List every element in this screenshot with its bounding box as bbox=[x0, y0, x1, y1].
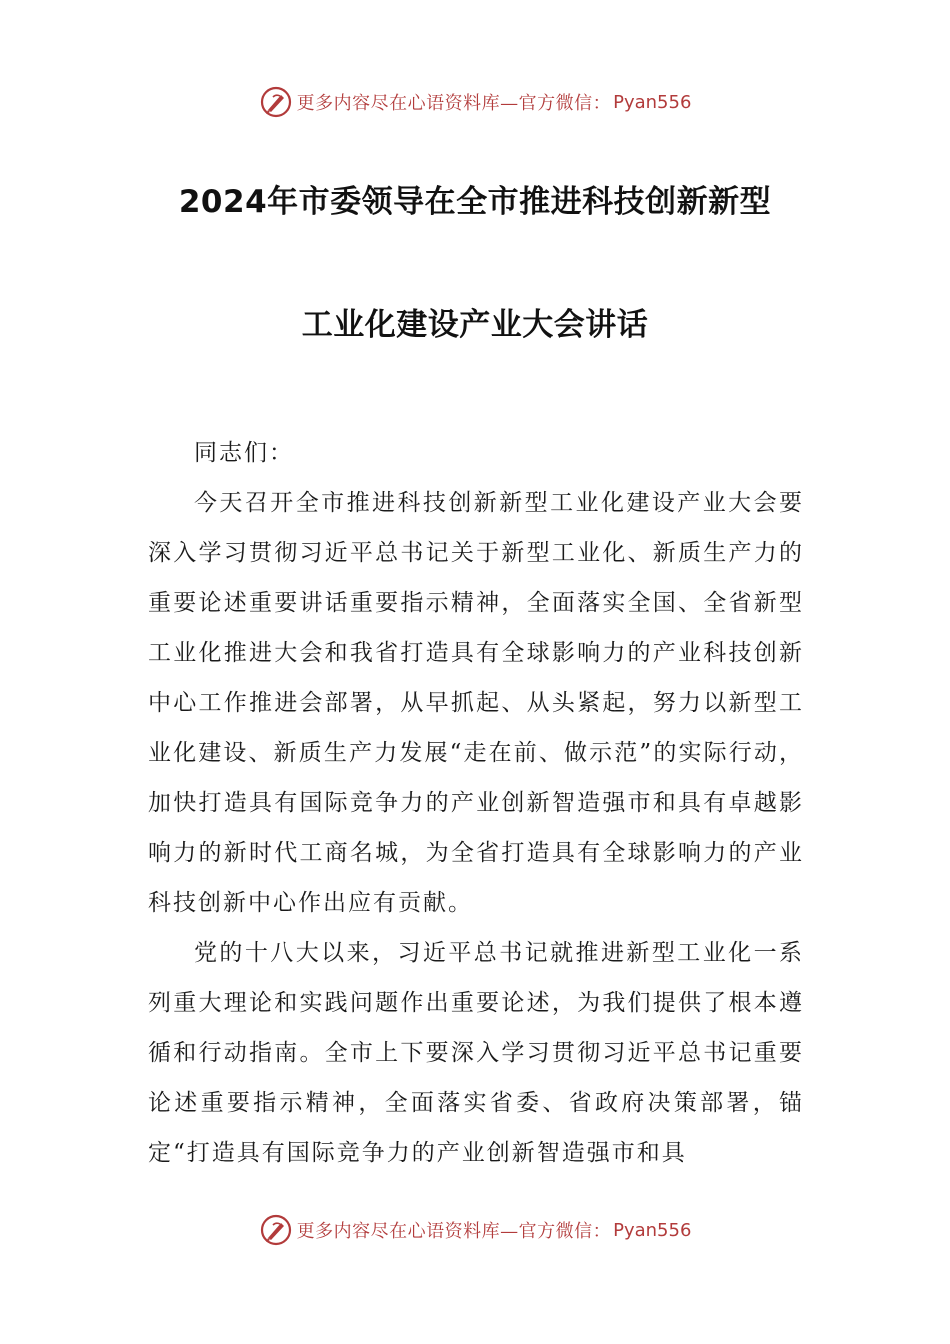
greeting: 同志们： bbox=[194, 440, 294, 466]
pen-logo-icon bbox=[259, 85, 293, 119]
watermark-wechat-id: Pyan556 bbox=[613, 1219, 692, 1241]
watermark-text: 更多内容尽在心语资料库—官方微信： bbox=[296, 1221, 612, 1242]
document-title-line-2: 工业化建设产业大会讲话 bbox=[301, 307, 649, 343]
watermark-banner-top bbox=[0, 82, 950, 122]
watermark-wechat-id: Pyan556 bbox=[613, 91, 692, 113]
paragraph-1: 今天召开全市推进科技创新新型工业化建设产业大会要深入学习贯彻习近平总书记关于新型工业化、新质生产力的重要论述重要讲话重要指示精神，全面落实全国、全省新型工业化推进大会和我省打造具有全球影响力的产业科技创新中心工作推进会部署，从早抓起、从头紧起，努力以新型工业化建设、新质生产力发展“走在前、做示范”的实际行动，加快打造具有国际竞争力的产业创新智造强市和具有卓越影响力的新时代工商名城，为全省打造具有全球影响力的产业科技创新中心作出应有贡献。 bbox=[148, 490, 804, 916]
watermark-banner-bottom bbox=[0, 1210, 950, 1250]
document-title-line-1: 2024年市委领导在全市推进科技创新新型 bbox=[178, 184, 772, 220]
paragraph-2: 党的十八大以来，习近平总书记就推进新型工业化一系列重大理论和实践问题作出重要论述，为我们提供了根本遵循和行动指南。全市上下要深入学习贯彻习近平总书记重要论述重要指示精神，全面落实省委、省政府决策部署，锚定“打造具有国际竞争力的产业创新智造强市和具 bbox=[148, 940, 804, 1166]
document-body bbox=[148, 428, 804, 1178]
pen-logo-icon bbox=[259, 1213, 293, 1247]
watermark-text: 更多内容尽在心语资料库—官方微信： bbox=[296, 93, 612, 114]
